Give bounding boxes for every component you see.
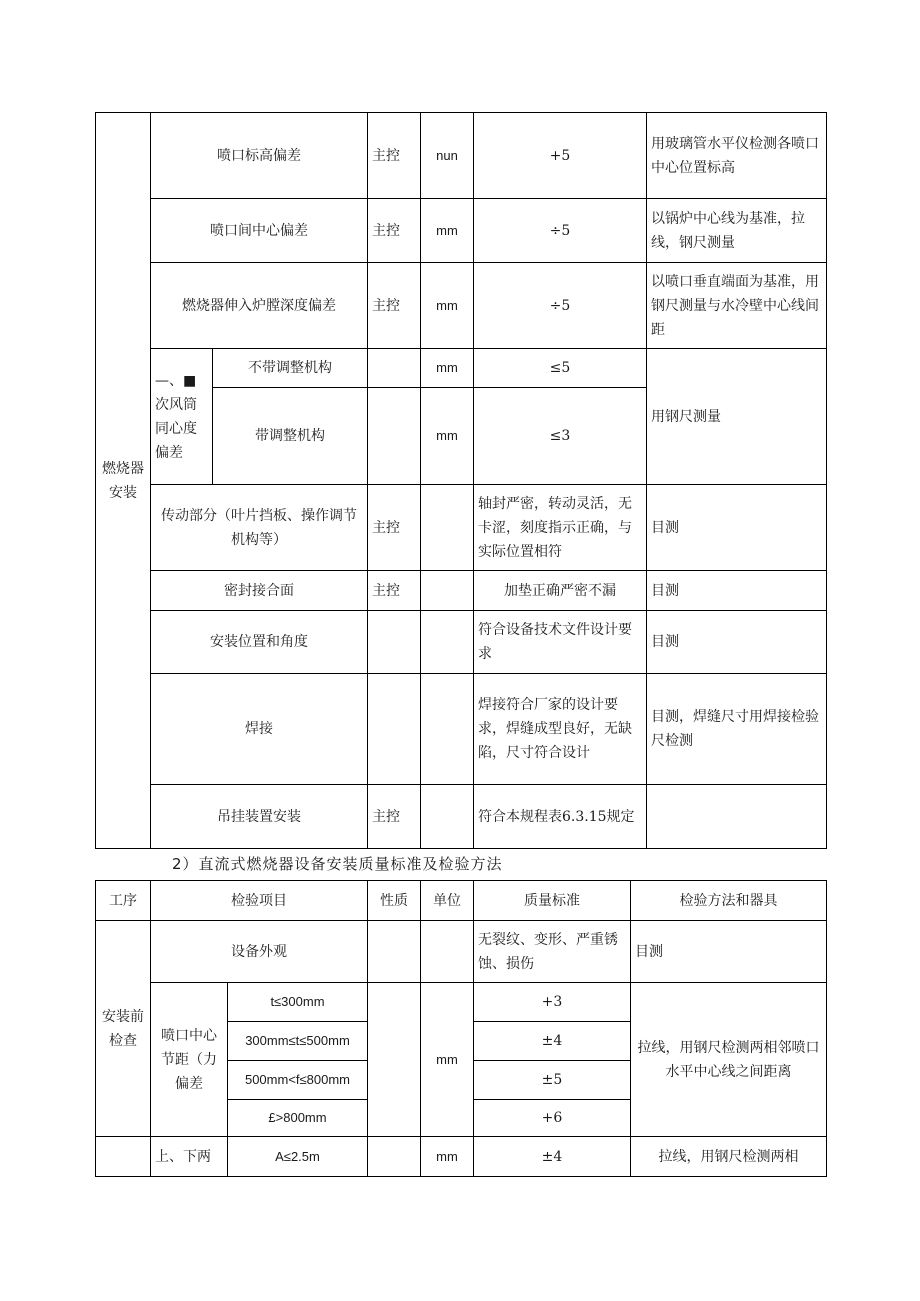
cond-cell: 300mm≤t≤500mm (228, 1022, 368, 1061)
standard-cell: +5 (474, 113, 647, 199)
standard-cell: ±4 (474, 1137, 631, 1177)
standard-cell: 加垫正确严密不漏 (474, 571, 647, 611)
cond-cell: £>800mm (228, 1100, 368, 1137)
nature-cell (368, 674, 421, 785)
method-cell: 目测 (647, 611, 827, 674)
item-cell: 焊接 (151, 674, 368, 785)
method-cell: 目测，焊缝尺寸用焊接检验尺检测 (647, 674, 827, 785)
burner-installation-table (95, 112, 827, 849)
item-cell: 带调整机构 (213, 388, 368, 485)
standard-cell: ÷5 (474, 199, 647, 263)
item-cell: 传动部分（叶片挡板、操作调节机构等） (151, 485, 368, 571)
section-caption: 2）直流式燃烧器设备安装质量标准及检验方法 (172, 855, 503, 873)
standard-cell: +3 (474, 983, 631, 1022)
cond-cell: t≤300mm (228, 983, 368, 1022)
table-row (96, 571, 827, 611)
nature-cell: 主控 (368, 485, 421, 571)
cond-cell: A≤2.5m (228, 1137, 368, 1177)
table-row (96, 1137, 827, 1177)
header-item: 检验项目 (151, 881, 368, 921)
method-cell: 目测 (631, 921, 827, 983)
method-cell: 用玻璃管水平仪检测各喷口中心位置标高 (647, 113, 827, 199)
unit-cell: nun (421, 113, 474, 199)
unit-cell: mm (421, 388, 474, 485)
standard-cell: ±4 (474, 1022, 631, 1061)
unit-cell (421, 571, 474, 611)
nature-cell: 主控 (368, 199, 421, 263)
standard-cell: ≤3 (474, 388, 647, 485)
unit-cell: mm (421, 199, 474, 263)
header-nature: 性质 (368, 881, 421, 921)
nature-cell: 主控 (368, 785, 421, 849)
header-unit: 单位 (421, 881, 474, 921)
item-cell: 吊挂装置安装 (151, 785, 368, 849)
standard-cell: ÷5 (474, 263, 647, 349)
group-cell (96, 1137, 151, 1177)
standard-cell: 符合设备技术文件设计要求 (474, 611, 647, 674)
sub-group-cell: —、■次风筒同心度偏差 (151, 349, 213, 485)
method-cell: 目测 (647, 485, 827, 571)
table-row (96, 263, 827, 349)
nozzle-group-cell: 喷口中心节距（力偏差 (151, 983, 228, 1137)
unit-cell (421, 485, 474, 571)
table-row (96, 921, 827, 983)
header-method: 检验方法和器具 (631, 881, 827, 921)
standard-cell: ≤5 (474, 349, 647, 388)
item-cell: 喷口间中心偏差 (151, 199, 368, 263)
method-cell: 目测 (647, 571, 827, 611)
standard-cell: ±5 (474, 1061, 631, 1100)
unit-cell (421, 674, 474, 785)
header-process: 工序 (96, 881, 151, 921)
table-row (96, 113, 827, 199)
sub-group-cell: 上、下两 (151, 1137, 228, 1177)
table-row (96, 674, 827, 785)
group-cell: 燃烧器安装 (96, 113, 151, 849)
method-cell: 拉线，用钢尺检测两相 (631, 1137, 827, 1177)
nature-cell (368, 388, 421, 485)
unit-cell (421, 785, 474, 849)
unit-cell: mm (421, 349, 474, 388)
unit-cell (421, 611, 474, 674)
standard-cell: 轴封严密，转动灵活，无卡涩，刻度指示正确，与实际位置相符 (474, 485, 647, 571)
item-cell: 燃烧器伸入炉膛深度偏差 (151, 263, 368, 349)
item-cell: 设备外观 (151, 921, 368, 983)
nature-cell: 主控 (368, 263, 421, 349)
nature-cell (368, 349, 421, 388)
cond-cell: 500mm<f≤800mm (228, 1061, 368, 1100)
item-cell: 密封接合面 (151, 571, 368, 611)
method-cell: 用钢尺测量 (647, 349, 827, 485)
method-cell: 以锅炉中心线为基准，拉线，钢尺测量 (647, 199, 827, 263)
table-row (96, 349, 827, 388)
unit-cell: mm (421, 263, 474, 349)
table-row (96, 983, 827, 1022)
table-row (96, 785, 827, 849)
nature-cell (368, 983, 421, 1137)
nature-cell: 主控 (368, 113, 421, 199)
item-cell: 安装位置和角度 (151, 611, 368, 674)
header-standard: 质量标准 (474, 881, 631, 921)
item-cell: 喷口标高偏差 (151, 113, 368, 199)
unit-cell: mm (421, 1137, 474, 1177)
nature-cell (368, 611, 421, 674)
standard-cell: 无裂纹、变形、严重锈蚀、损伤 (474, 921, 631, 983)
method-cell: 以喷口垂直端面为基准，用钢尺测量与水冷壁中心线间距 (647, 263, 827, 349)
direct-flow-burner-table (95, 880, 827, 1177)
unit-cell: mm (421, 983, 474, 1137)
method-cell: 拉线，用钢尺检测两相邻喷口水平中心线之间距离 (631, 983, 827, 1137)
nature-cell (368, 1137, 421, 1177)
method-cell (647, 785, 827, 849)
table-row (96, 485, 827, 571)
table-row (96, 611, 827, 674)
standard-cell: 焊接符合厂家的设计要求，焊缝成型良好，无缺陷，尺寸符合设计 (474, 674, 647, 785)
item-cell: 不带调整机构 (213, 349, 368, 388)
group-cell: 安装前检查 (96, 921, 151, 1137)
standard-cell: 符合本规程表6.3.15规定 (474, 785, 647, 849)
table-row (96, 199, 827, 263)
unit-cell (421, 921, 474, 983)
header-row (96, 881, 827, 921)
standard-cell: +6 (474, 1100, 631, 1137)
nature-cell (368, 921, 421, 983)
nature-cell: 主控 (368, 571, 421, 611)
